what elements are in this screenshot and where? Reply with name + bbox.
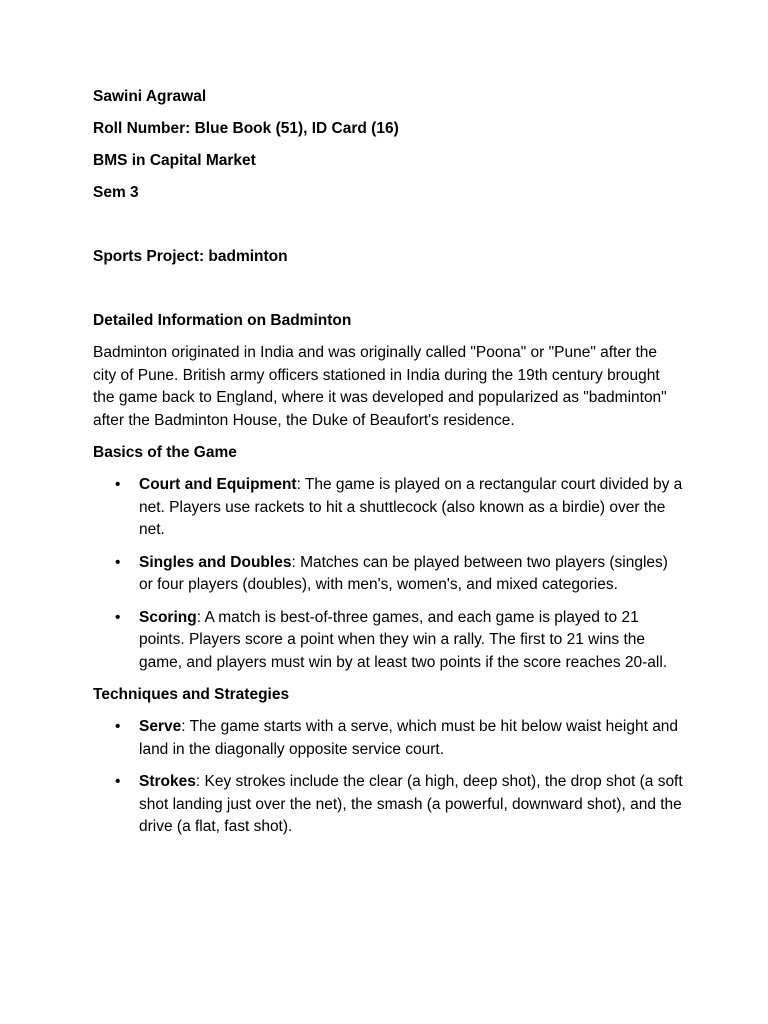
list-item-term: Strokes xyxy=(139,773,196,790)
list-item xyxy=(93,552,683,597)
techniques-list xyxy=(93,716,683,839)
list-item-term: Court and Equipment xyxy=(139,476,297,493)
semester: Sem 3 xyxy=(93,184,139,201)
section-heading-basics: Basics of the Game xyxy=(93,444,237,461)
bullet-icon: • xyxy=(115,608,121,626)
project-title: Sports Project: badminton xyxy=(93,248,288,265)
list-item-term: Scoring xyxy=(139,608,197,626)
list-item-text: : The game starts with a serve, which must be hit below waist height and land in the diagonally opposite service court. xyxy=(139,718,679,758)
section-heading-detailed-info: Detailed Information on Badminton xyxy=(93,312,352,329)
list-item xyxy=(93,771,683,839)
history-paragraph: Badminton originated in India and was originally called "Poona" or "Pune" after the city of Pune. British army officers stationed in India during the 19th century brought the game back to England, where it was developed and popularized as "badminton" after the Badminton House, the Duke of Beaufort's residence. xyxy=(93,344,667,429)
bullet-icon: • xyxy=(115,553,121,571)
bullet-icon: • xyxy=(115,773,121,790)
document-page xyxy=(93,86,683,849)
list-item-term: Singles and Doubles xyxy=(139,553,292,571)
list-item-text: : Key strokes include the clear (a high, deep shot), the drop shot (a soft shot landing just over the net), the smash (a powerful, downward shot), and the drive (a flat, fast shot). xyxy=(139,773,683,835)
basics-list xyxy=(93,474,683,674)
list-item xyxy=(93,607,683,675)
roll-number: Roll Number: Blue Book (51), ID Card (16) xyxy=(93,120,399,137)
list-item-text: : The game is played on a rectangular court divided by a net. Players use rackets to hit a shuttlecock (also known as a birdie) over the net. xyxy=(139,476,683,538)
list-item xyxy=(93,474,683,542)
list-item-term: Serve xyxy=(139,718,182,735)
student-name: Sawini Agrawal xyxy=(93,88,207,105)
course-name: BMS in Capital Market xyxy=(93,152,256,169)
list-item-text: : Matches can be played between two players (singles) or four players (doubles), with men's, women's, and mixed categories. xyxy=(139,553,668,593)
bullet-icon: • xyxy=(115,718,121,735)
list-item-text: : A match is best-of-three games, and each game is played to 21 points. Players score a point when they win a rally. The first to 21 wins the game, and players must win by at least two points if the score reaches 20-all. xyxy=(139,608,668,671)
section-heading-techniques: Techniques and Strategies xyxy=(93,686,290,703)
list-item xyxy=(93,716,683,761)
bullet-icon: • xyxy=(115,476,121,493)
